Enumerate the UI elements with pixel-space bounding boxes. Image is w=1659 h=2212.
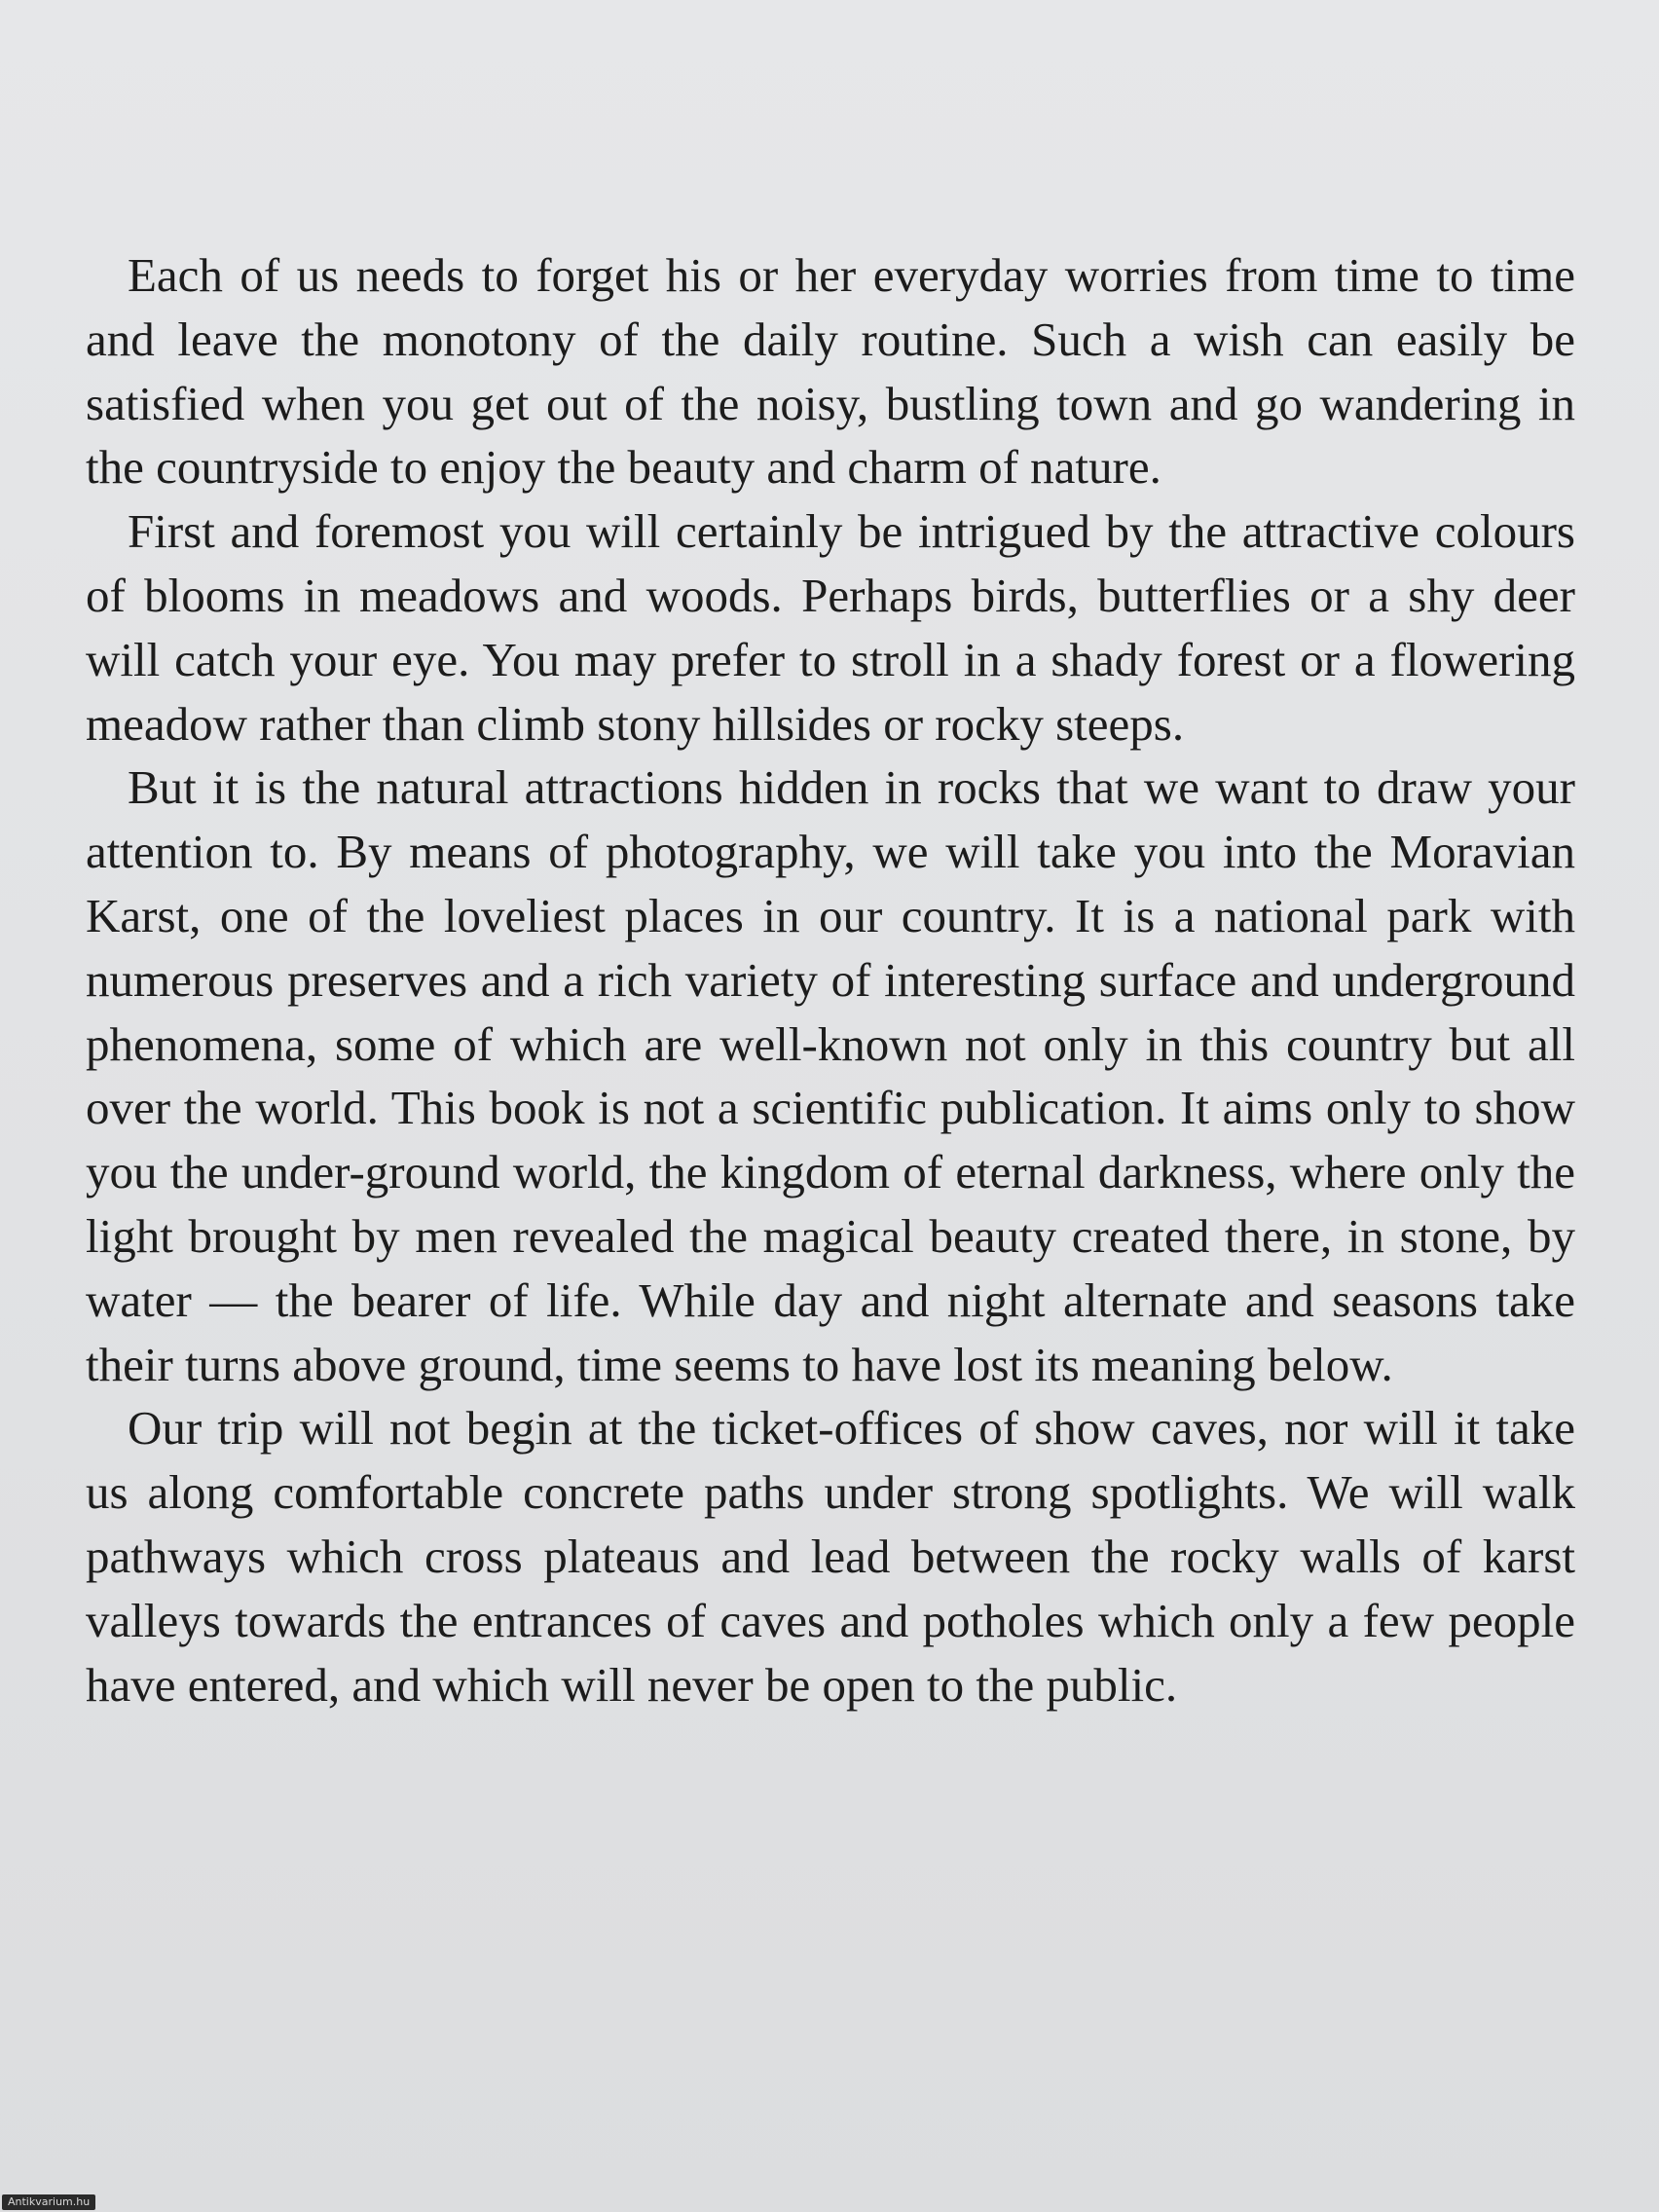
paragraph-trip: Our trip will not begin at the ticket-offices of show caves, nor will it take us along comfortable concrete paths under strong spotlights. We will walk pathways which cross plateaus and lead between the rocky walls of karst valleys towards the entrances of caves and potholes which only a few people have entered, and which will never be open to the public. [86,1401,1575,1712]
body-text [86,243,1575,1716]
paragraph-intro: Each of us needs to forget his or her everyday worries from time to time and leave the monotony of the daily routine. Such a wish can easily be satisfied when you get out of the noisy, bustling town and go wandering in the countryside to enjoy the beauty and charm of nature. [86,248,1575,495]
watermark-label: Antikvarium.hu [2,2194,95,2210]
paragraph-moravian-karst: But it is the natural attractions hidden in rocks that we want to draw your attention to. By means of photography, we will take you into the Moravian Karst, one of the loveliest places in our country. It is a national park with numerous preserves and a rich variety of interesting surface and underground phenomena, some of which are well-known not only in this country but all over the world. This book is not a scientific publication. It aims only to show you the under-ground world, the kingdom of eternal darkness, where only the light brought by men revealed the magical beauty created there, in stone, by water — the bearer of life. While day and night alternate and seasons take their turns above ground, time seems to have lost its meaning below. [86,760,1575,1391]
paragraph-blooms: First and foremost you will certainly be intrigued by the attractive colours of blooms in meadows and woods. Perhaps birds, butterflies or a shy deer will catch your eye. You may prefer to stroll in a shady forest or a flowering meadow rather than climb stony hillsides or rocky steeps. [86,504,1575,751]
